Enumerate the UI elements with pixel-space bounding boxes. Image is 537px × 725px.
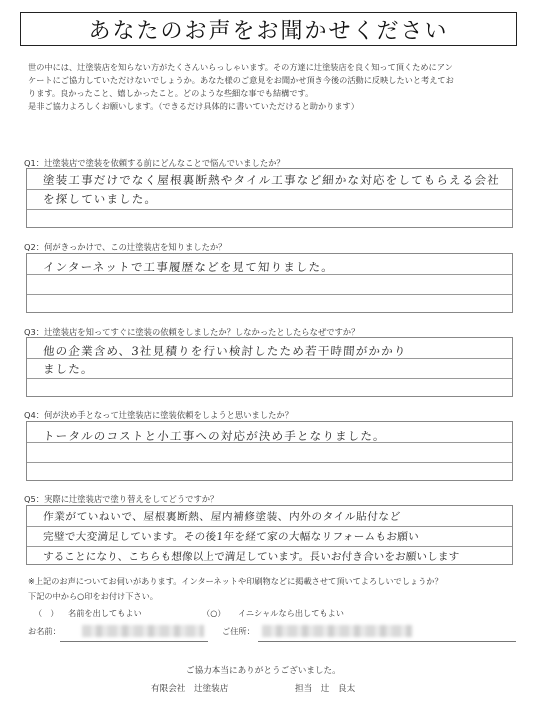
- answer-box-1[interactable]: [26, 168, 513, 228]
- question-3-label: Q3：辻塗装店を知ってすぐに塗装の依頼をしましたか？しなかったとしたらなぜですか？: [24, 327, 360, 337]
- intro-line: ケートにご協力していただけないでしょうか。あなた様のご意見をお聞かせ頂き今後の活動に反映したいと考えてお: [28, 75, 454, 85]
- closing-thanks: ご協力本当にありがとうございました。: [186, 666, 341, 676]
- consent-note: ※上記のお声についてお伺いがあります。インターネットや印刷物などに掲載させて頂いてよろしいでしょうか？: [28, 576, 443, 586]
- answer-3-line-1: 他の企業含め、3社見積りを行い検討したため若干時間がかかり: [42, 344, 408, 358]
- question-1-label: Q1：辻塗装店で塗装を依頼する前にどんなことで悩んでいましたか？: [24, 158, 285, 168]
- intro-line: ります。良かったこと、嬉しかったこと。どのような些細な事でも結構です。: [28, 88, 314, 98]
- answer-box-5[interactable]: [26, 505, 513, 565]
- name-field-label: お名前：: [28, 626, 61, 636]
- option-name-label: 名前を出してもよい: [68, 608, 142, 618]
- answer-box-2[interactable]: [26, 253, 513, 313]
- answer-4-line-1: トータルのコストと小工事への対応が決め手となりました。: [42, 429, 387, 443]
- name-field-redacted: [82, 625, 204, 637]
- answer-3-line-2: ました。: [42, 362, 95, 376]
- answer-1-line-1: 塗装工事だけでなく屋根裏断熱やタイル工事など細かな対応をしてもらえる会社: [42, 173, 501, 187]
- answer-2-line-1: インターネットで工事履歴などを見て知りました。: [42, 260, 335, 274]
- page-title: あなたのお声をお聞かせください: [20, 12, 517, 46]
- name-field-line[interactable]: [60, 641, 208, 642]
- question-5-label: Q5：実際に辻塗装店で塗り替えをしてどうですか？: [24, 494, 219, 504]
- answer-box-3[interactable]: [26, 337, 513, 397]
- staff-name: 担当 辻 良太: [295, 684, 356, 694]
- question-2-label: Q2：何がきっかけで、この辻塗装店を知りましたか？: [24, 242, 227, 252]
- answer-5-line-3: することになり、こちらも想像以上で満足しています。長いお付き合いをお願いします: [42, 551, 460, 563]
- answer-5-line-2: 完璧で大変満足しています。その後1年を経て家の大幅なリフォームもお願い: [42, 531, 420, 543]
- address-field-line[interactable]: [258, 641, 516, 642]
- intro-text: [28, 61, 513, 113]
- option-name-mark[interactable]: （ ）: [34, 608, 59, 618]
- option-initial-mark[interactable]: （○）: [202, 608, 226, 618]
- answer-box-4[interactable]: [26, 421, 513, 481]
- intro-line: 是非ご協力よろしくお願いします。（できるだけ具体的に書いていただけると助かります）: [28, 101, 359, 111]
- address-field-redacted: [262, 625, 412, 637]
- intro-line: 世の中には、辻塗装店を知らない方がたくさんいらっしゃいます。その方達に辻塗装店を良く知って頂くためにアン: [28, 62, 453, 72]
- consent-instruction: 下記の中から○印をお付け下さい。: [28, 591, 158, 601]
- question-4-label: Q4：何が決め手となって辻塗装店に塗装依頼をしようと思いましたか？: [24, 410, 294, 420]
- address-field-label: ご住所：: [222, 626, 255, 636]
- option-initial-label: イニシャルなら出してもよい: [238, 608, 344, 618]
- answer-1-line-2: を探していました。: [42, 192, 158, 206]
- company-name: 有限会社 辻塗装店: [151, 684, 229, 694]
- answer-5-line-1: 作業がていねいで、屋根裏断熱、屋内補修塗装、内外のタイル貼付など: [42, 511, 402, 523]
